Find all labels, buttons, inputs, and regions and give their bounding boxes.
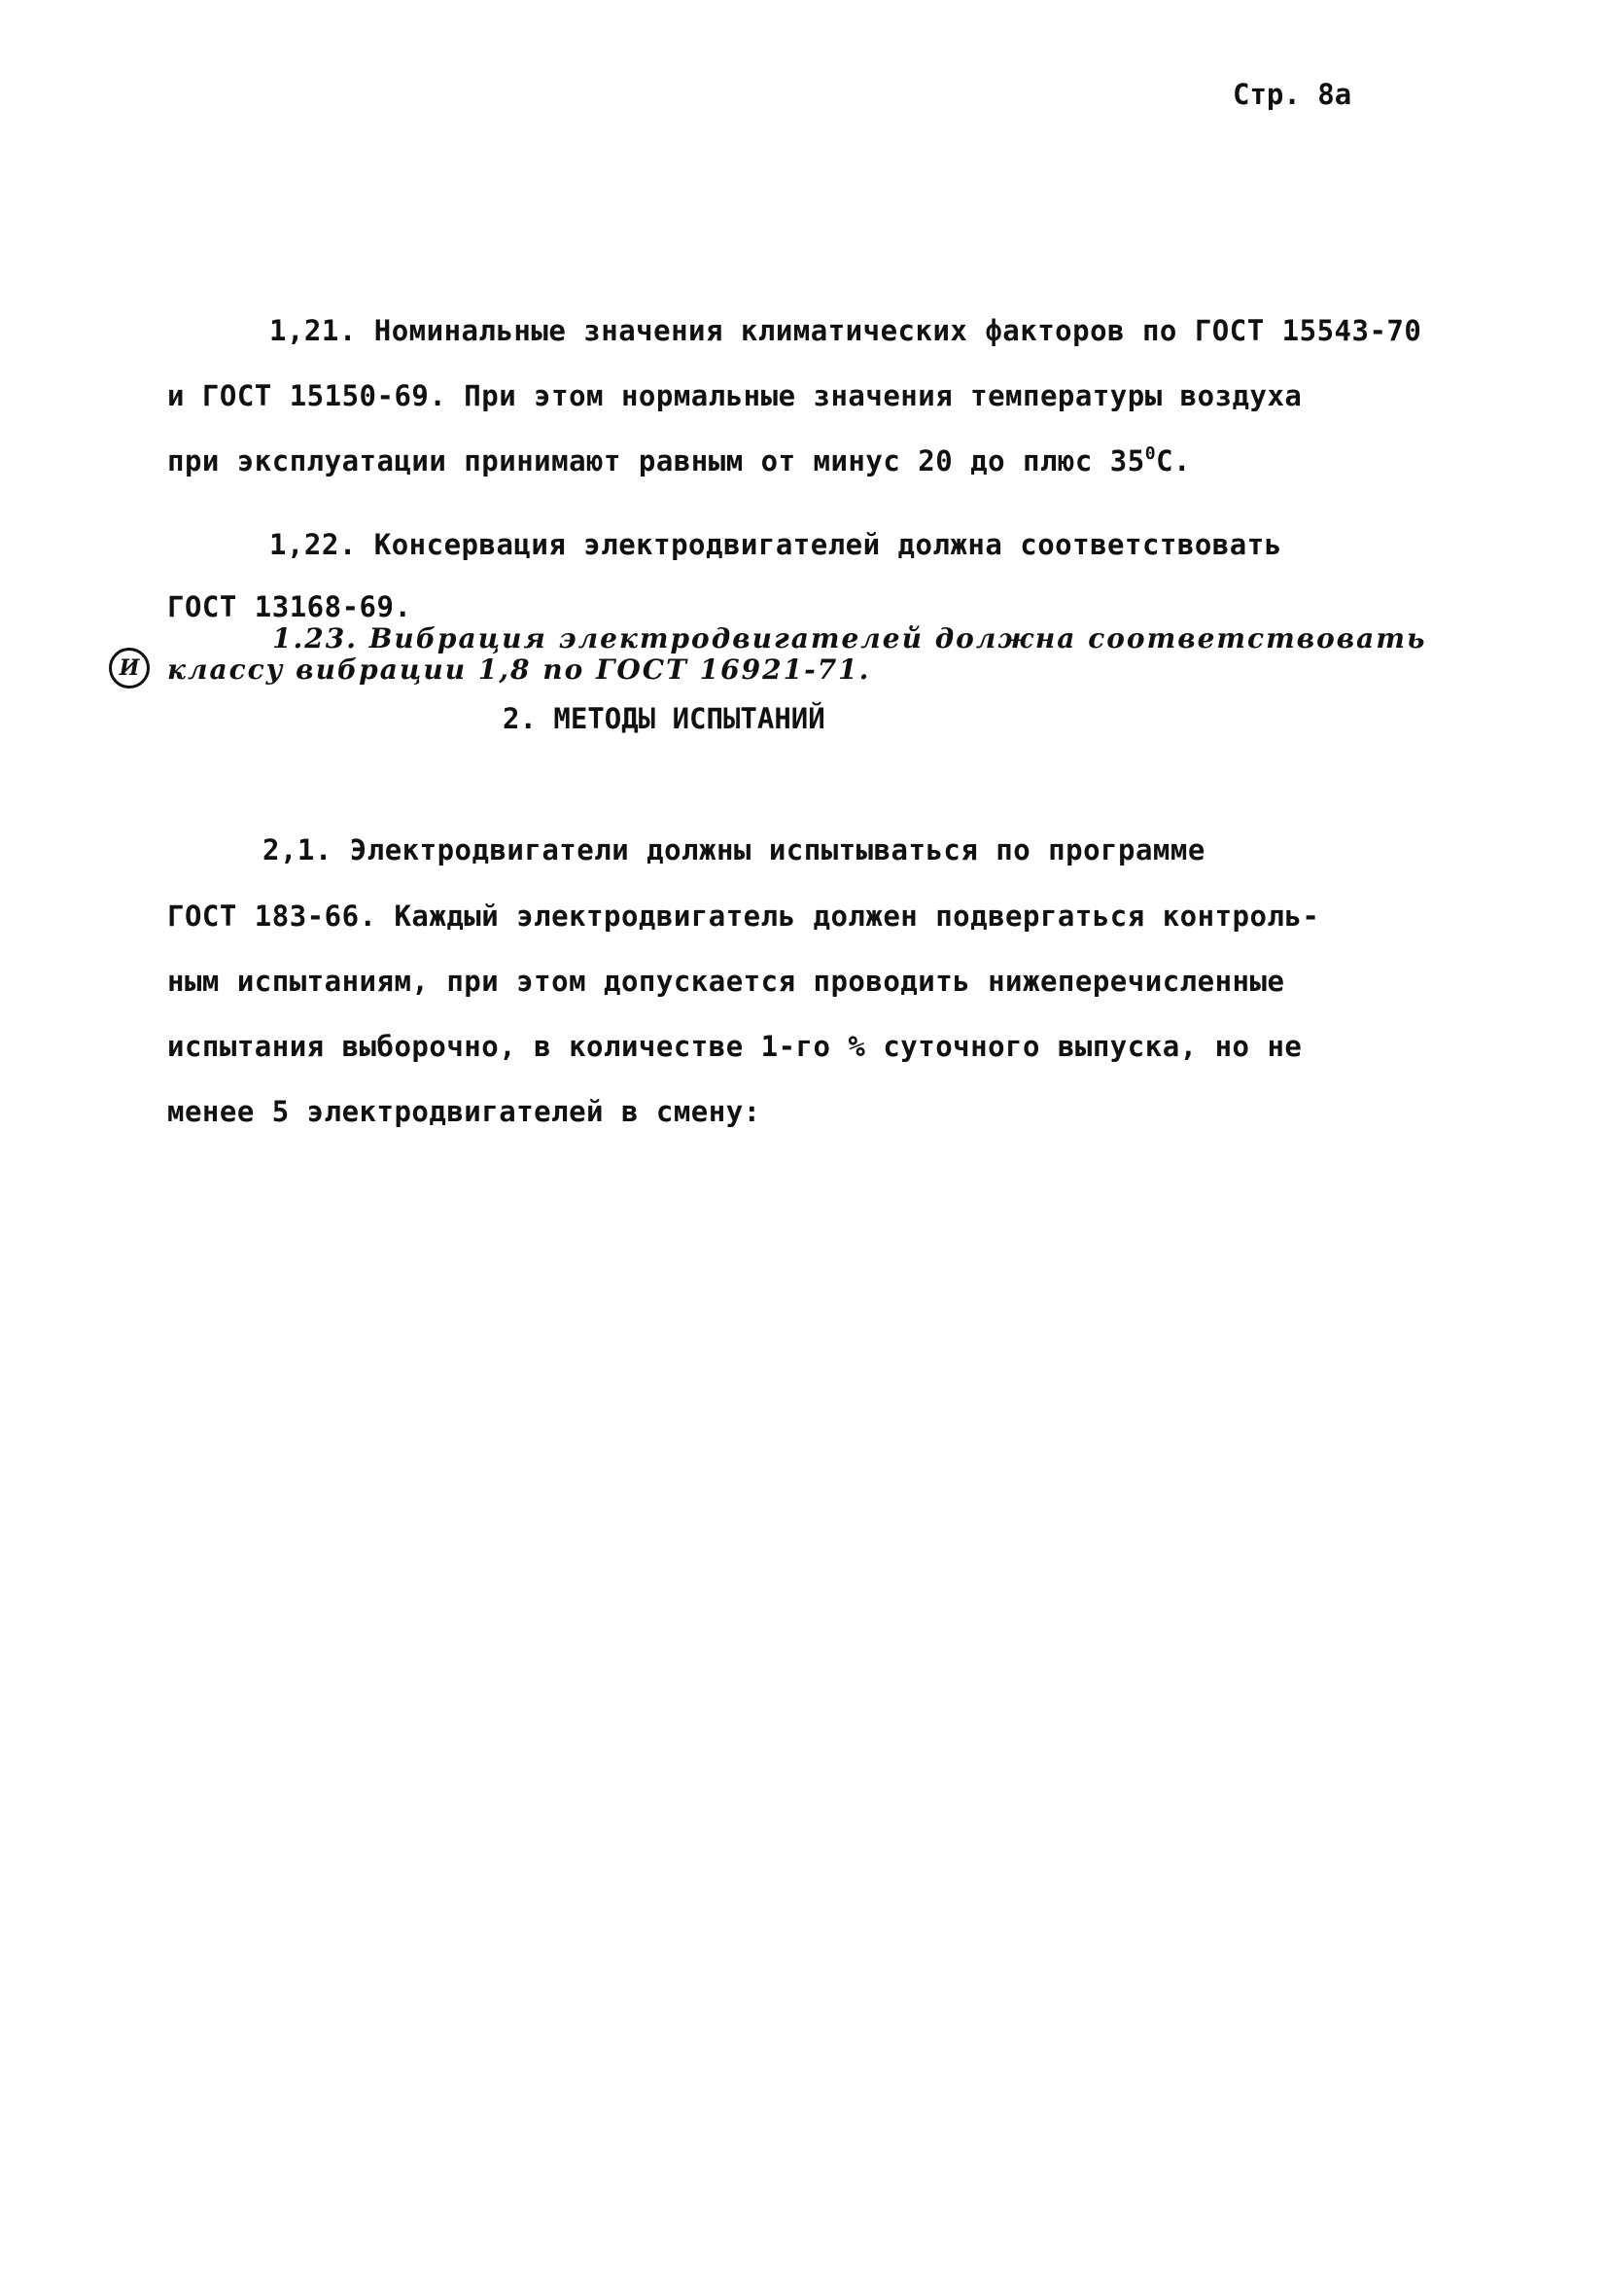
paragraph-2-1-line-4: испытания выборочно, в количестве 1-го % суточного выпуска, но не: [167, 1030, 1303, 1063]
section-2-heading: 2. МЕТОДЫ ИСПЫТАНИЙ: [503, 702, 825, 735]
paragraph-1-21-line-3-text: при эксплуатации принимают равным от минус 20 до плюс 35: [167, 444, 1145, 477]
paragraph-2-1-line-1: 2,1. Электродвигатели должны испытываться по программе: [262, 833, 1205, 866]
paragraph-2-1-line-2: ГОСТ 183-66. Каждый электродвигатель должен подвергаться контроль-: [167, 900, 1320, 933]
handwritten-circle-mark: И: [109, 648, 150, 689]
paragraph-1-21-line-1: 1,21. Номинальные значения климатических факторов по ГОСТ 15543-70: [269, 314, 1422, 347]
paragraph-1-22-line-1: 1,22. Консервация электродвигателей должна соответствовать: [269, 528, 1282, 561]
paragraph-1-21-line-3-unit: С.: [1156, 444, 1191, 477]
paragraph-2-1-line-3: ным испытаниям, при этом допускается проводить нижеперечисленные: [167, 965, 1285, 998]
paragraph-1-21-line-3: [167, 443, 1191, 477]
page-number: Стр. 8а: [1233, 78, 1352, 111]
paragraph-1-22-line-2: ГОСТ 13168-69.: [167, 590, 412, 623]
paragraph-1-21-line-2: и ГОСТ 15150-69. При этом нормальные значения температуры воздуха: [167, 379, 1303, 412]
paragraph-2-1-line-5: менее 5 электродвигателей в смену:: [167, 1095, 761, 1128]
handwritten-note-line-1: 1.23. Вибрация электродвигателей должна соответствовать: [272, 622, 1427, 654]
handwritten-note-line-2: классу вибрации 1,8 по ГОСТ 16921-71.: [167, 653, 871, 686]
degree-superscript: 0: [1144, 443, 1157, 464]
